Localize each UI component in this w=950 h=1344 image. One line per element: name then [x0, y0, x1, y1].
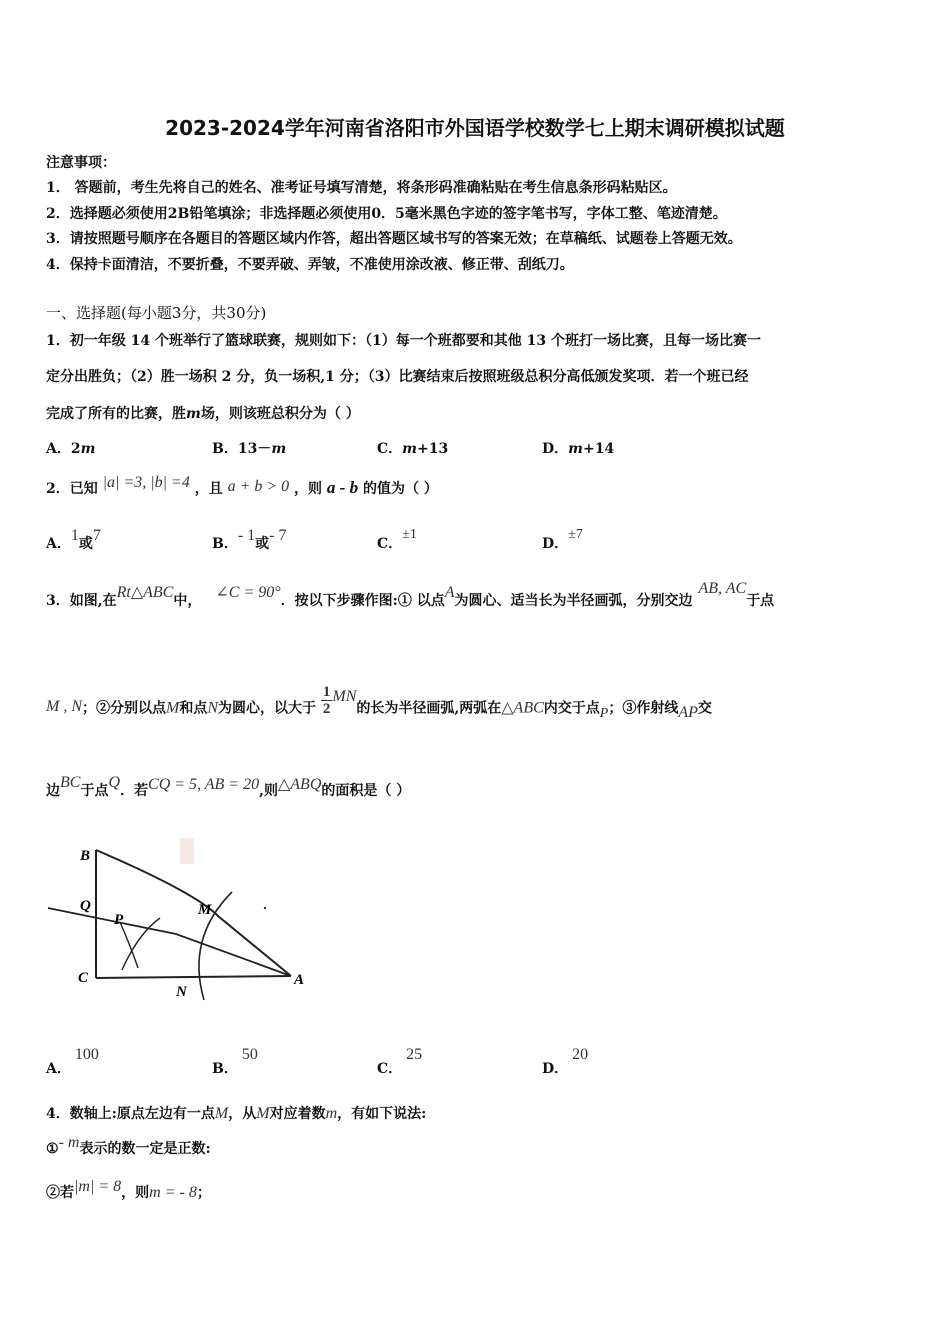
- q3-geometry-figure: [46, 838, 326, 1008]
- label-a: A: [294, 972, 305, 988]
- q2-option-a[interactable]: A．1或7: [46, 527, 101, 552]
- label-b: B: [80, 848, 91, 864]
- q4-statement-2: ②若|m| = 8，则m = - 8；: [46, 1178, 211, 1201]
- q2-option-b[interactable]: B．- 1或- 7: [212, 527, 287, 552]
- label-q: Q: [80, 898, 91, 914]
- segment-ca: [96, 976, 291, 978]
- ray-ap: [48, 908, 291, 976]
- q1-line3: 完成了所有的比赛，胜m场，则该班总积分为（ ）: [46, 406, 360, 422]
- q1-option-a[interactable]: A．2m: [46, 441, 96, 457]
- q3-line3: 边BC于点Q．若CQ = 5, AB = 20,则△ABQ的面积是（ ）: [46, 774, 411, 799]
- label-p: P: [114, 912, 124, 928]
- q3-option-d[interactable]: D．20: [542, 1046, 589, 1077]
- segment-ba: [96, 850, 291, 976]
- q1-line1: 1．初一年级 14 个班举行了篮球联赛，规则如下：（1）每一个班都要和其他 13 个班打一场比赛，且每一场比赛一: [46, 333, 761, 349]
- q3-option-c[interactable]: C．25: [377, 1046, 423, 1077]
- q1-option-c[interactable]: C．m+13: [377, 441, 449, 457]
- q2-stem: 2．已知 |a| =3, |b| =4 ，且 a + b > 0 ，则 a - b 的值为（ ）: [46, 474, 438, 497]
- q4-statement-1: ①- m表示的数一定是正数:: [46, 1134, 211, 1157]
- notice-item: 1． 答题前，考生先将自己的姓名、准考证号填写清楚，将条形码准确粘贴在考生信息条形码粘贴区。: [46, 180, 677, 196]
- label-m: M: [198, 902, 212, 918]
- notice-heading: 注意事项：: [46, 155, 116, 171]
- label-n: N: [176, 984, 187, 1000]
- notice-item: 2．选择题必须使用2B铅笔填涂；非选择题必须使用0．5毫米黑色字迹的签字笔书写，字体工整、笔迹清楚。: [46, 206, 727, 222]
- q4-stem: 4．数轴上:原点左边有一点M，从M对应着数m，有如下说法:: [46, 1105, 427, 1122]
- page-title: 2023-2024学年河南省洛阳市外国语学校数学七上期末调研模拟试题: [165, 116, 785, 140]
- q1-line2: 定分出胜负；（2）胜一场积 2 分，负一场积,1 分；（3）比赛结束后按照班级总积分高低颁发奖项．若一个班已经: [46, 369, 749, 385]
- q1-option-d[interactable]: D．m+14: [542, 441, 615, 457]
- q3-option-a[interactable]: A．100: [46, 1046, 99, 1077]
- figure-smudge: [180, 838, 194, 864]
- q3-line2: M , N；②分别以点M和点N为圆心，以大于 $\frac{1}{2}$ MN的长为半径画弧,两弧在△ABC内交于点P；③作射线AP交: [46, 684, 712, 721]
- q3-line1: 3．如图,在Rt△ABC中， ∠C = 90°．按以下步骤作图:① 以点A为圆心、适当长为半径画弧，分别交边AB, AC于点: [46, 580, 775, 609]
- notice-item: 3．请按照题号顺序在各题目的答题区域内作答，超出答题区域书写的答案无效；在草稿纸、试题卷上答题无效。: [46, 231, 742, 247]
- label-c: C: [78, 970, 89, 986]
- q1-option-b[interactable]: B．13－m: [212, 441, 287, 457]
- arc-from-n: [122, 918, 160, 970]
- notice-item: 4．保持卡面清洁，不要折叠，不要弄破、弄皱，不准使用涂改液、修正带、刮纸刀。: [46, 257, 574, 273]
- section-heading: 一、选择题(每小题3分，共30分): [46, 304, 267, 322]
- q3-option-b[interactable]: B．50: [212, 1046, 258, 1077]
- stray-dot: [264, 907, 266, 909]
- q2-option-c[interactable]: C．±1: [377, 527, 417, 552]
- q2-option-d[interactable]: D．±7: [542, 527, 583, 552]
